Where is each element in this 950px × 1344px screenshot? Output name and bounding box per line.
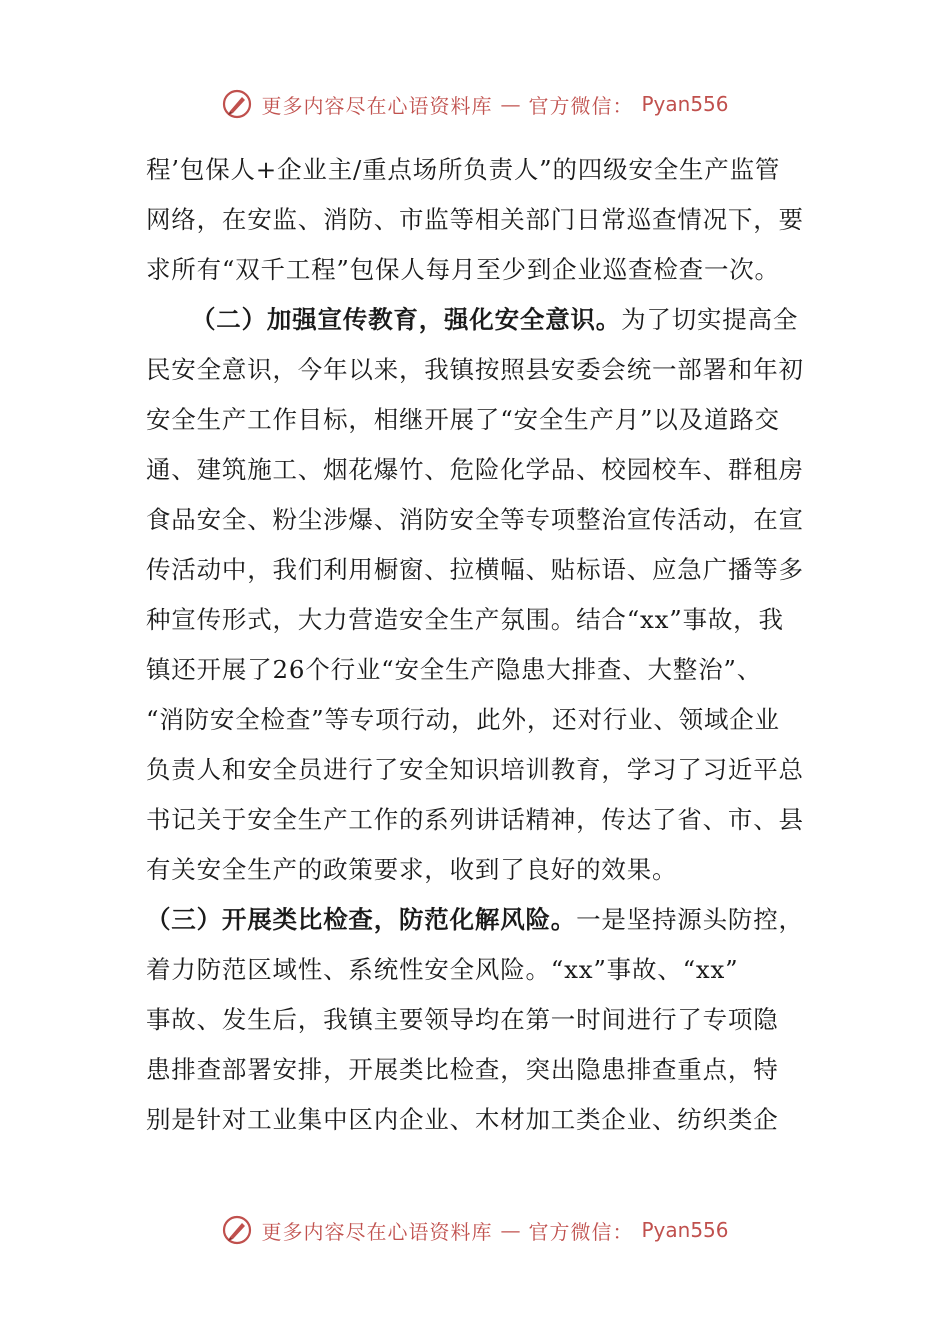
text-line: 民安全意识，今年以来，我镇按照县安委会统一部署和年初 [146,355,804,384]
banner-wechat-label: 官方微信： [528,1219,634,1244]
banner-wechat-label: 官方微信： [528,93,634,118]
pen-logo-icon [221,1214,253,1246]
banner-separator: — [500,92,521,116]
banner-separator: — [500,1218,521,1242]
text-line: 传活动中，我们利用橱窗、拉横幅、贴标语、应急广播等多 [146,555,804,584]
text-line: 别是针对工业集中区内企业、木材加工类企业、纺织类企 [146,1105,779,1134]
text-line: 负责人和安全员进行了安全知识培训教育，学习了习近平总 [146,755,804,784]
text-line: 有关安全生产的政策要求，收到了良好的效果。 [146,855,678,884]
text-line: 事故、发生后，我镇主要领导均在第一时间进行了专项隐 [146,1005,779,1034]
section-heading: （二）加强宣传教育，强化安全意识。 [191,305,622,334]
text-line: 食品安全、粉尘涉爆、消防安全等专项整治宣传活动，在宣 [146,505,804,534]
text-line: 程’包保人+企业主/重点场所负责人”的四级安全生产监管 [146,155,781,184]
text-line: 镇还开展了26个行业“安全生产隐患大排查、大整治”、 [146,655,763,684]
section-heading-line: （三）开展类比检查，防范化解风险。一是坚持源头防控， [146,905,804,934]
banner-wechat-id: Pyan556 [641,92,729,116]
section-heading: （三）开展类比检查，防范化解风险。 [146,905,577,934]
text-line: 种宣传形式，大力营造安全生产氛围。结合“xx”事故，我 [146,605,784,634]
text-line: 患排查部署安排，开展类比检查，突出隐患排查重点，特 [146,1055,779,1084]
banner-title: 更多内容尽在心语资料库 [261,93,493,118]
banner-title: 更多内容尽在心语资料库 [261,1219,493,1244]
header-banner [0,84,950,124]
text-line: 着力防范区域性、系统性安全风险。“xx”事故、“xx” [146,955,739,984]
text-line: 安全生产工作目标，相继开展了“安全生产月”以及道路交 [146,405,780,434]
document-body [146,145,810,1145]
text-line: “消防安全检查”等专项行动，此外，还对行业、领域企业 [146,705,780,734]
text-line: 求所有“双千工程”包保人每月至少到企业巡查检查一次。 [146,255,780,284]
text-line: 书记关于安全生产工作的系列讲话精神，传达了省、市、县 [146,805,804,834]
footer-banner [0,1210,950,1250]
text-line: 通、建筑施工、烟花爆竹、危险化学品、校园校车、群租房 [146,455,804,484]
banner-wechat-id: Pyan556 [641,1218,729,1242]
text-line: 网络，在安监、消防、市监等相关部门日常巡查情况下，要 [146,205,804,234]
pen-logo-icon [221,88,253,120]
section-heading-line: （二）加强宣传教育，强化安全意识。为了切实提高全 [191,305,799,334]
